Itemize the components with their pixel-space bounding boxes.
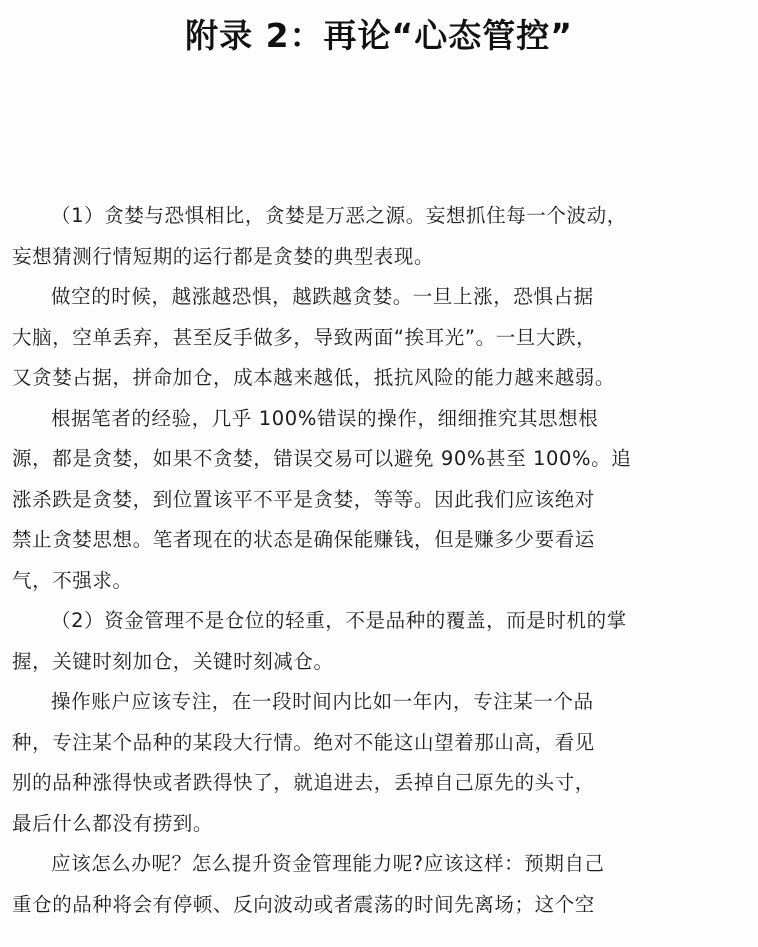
text-line: 根据笔者的经验，几乎 100%错误的操作，细细推究其思想根: [51, 406, 599, 430]
text-line: 别的品种涨得快或者跌得快了，就追进去，丢掉自己原先的头寸，: [12, 771, 595, 794]
text-line: 源，都是贪婪，如果不贪婪，错误交易可以避免 90%甚至 100%。追: [12, 447, 632, 470]
text-line: 做空的时候，越涨越恐惧，越跌越贪婪。一旦上涨，恐惧占据: [51, 285, 594, 308]
text-line: （2）资金管理不是仓位的轻重，不是品种的覆盖，而是时机的掌: [51, 609, 627, 632]
paragraph-4: [12, 601, 748, 682]
paragraph-1: [12, 196, 748, 277]
page-title: 附录 2：再论“心态管控”: [185, 16, 573, 55]
text-line: 大脑，空单丢弃，甚至反手做多，导致两面“挨耳光”。一旦大跌，: [12, 325, 597, 349]
paragraph-6: [12, 844, 748, 925]
text-line: 气，不强求。: [12, 568, 133, 592]
text-line: 禁止贪婪思想。笔者现在的状态是确保能赚钱，但是赚多少要看运: [12, 528, 595, 551]
text-line: 妄想猜测行情短期的运行都是贪婪的典型表现。: [12, 244, 435, 268]
text-line: 操作账户应该专注，在一段时间内比如一年内，专注某一个品: [51, 690, 594, 713]
text-line: 涨杀跌是贪婪，到位置该平不平是贪婪，等等。因此我们应该绝对: [12, 487, 595, 511]
text-line: 应该怎么办呢？怎么提升资金管理能力呢?应该这样：预期自己: [51, 852, 605, 875]
body-text: [12, 196, 748, 925]
text-line: 握，关键时刻加仓，关键时刻减仓。: [12, 649, 334, 673]
paragraph-5: [12, 682, 748, 844]
text-line: 又贪婪占据，拼命加仓，成本越来越低，抵抗风险的能力越来越弱。: [12, 366, 616, 389]
text-line: 重仓的品种将会有停顿、反向波动或者震荡的时间先离场；这个空: [12, 892, 595, 916]
text-line: 最后什么都没有捞到。: [12, 811, 214, 835]
text-line: （1）贪婪与恐惧相比，贪婪是万恶之源。妄想抓住每一个波动，: [51, 204, 627, 227]
paragraph-2: [12, 277, 748, 399]
text-line: 种，专注某个品种的某段大行情。绝对不能这山望着那山高，看见: [12, 730, 595, 754]
paragraph-3: [12, 399, 748, 602]
